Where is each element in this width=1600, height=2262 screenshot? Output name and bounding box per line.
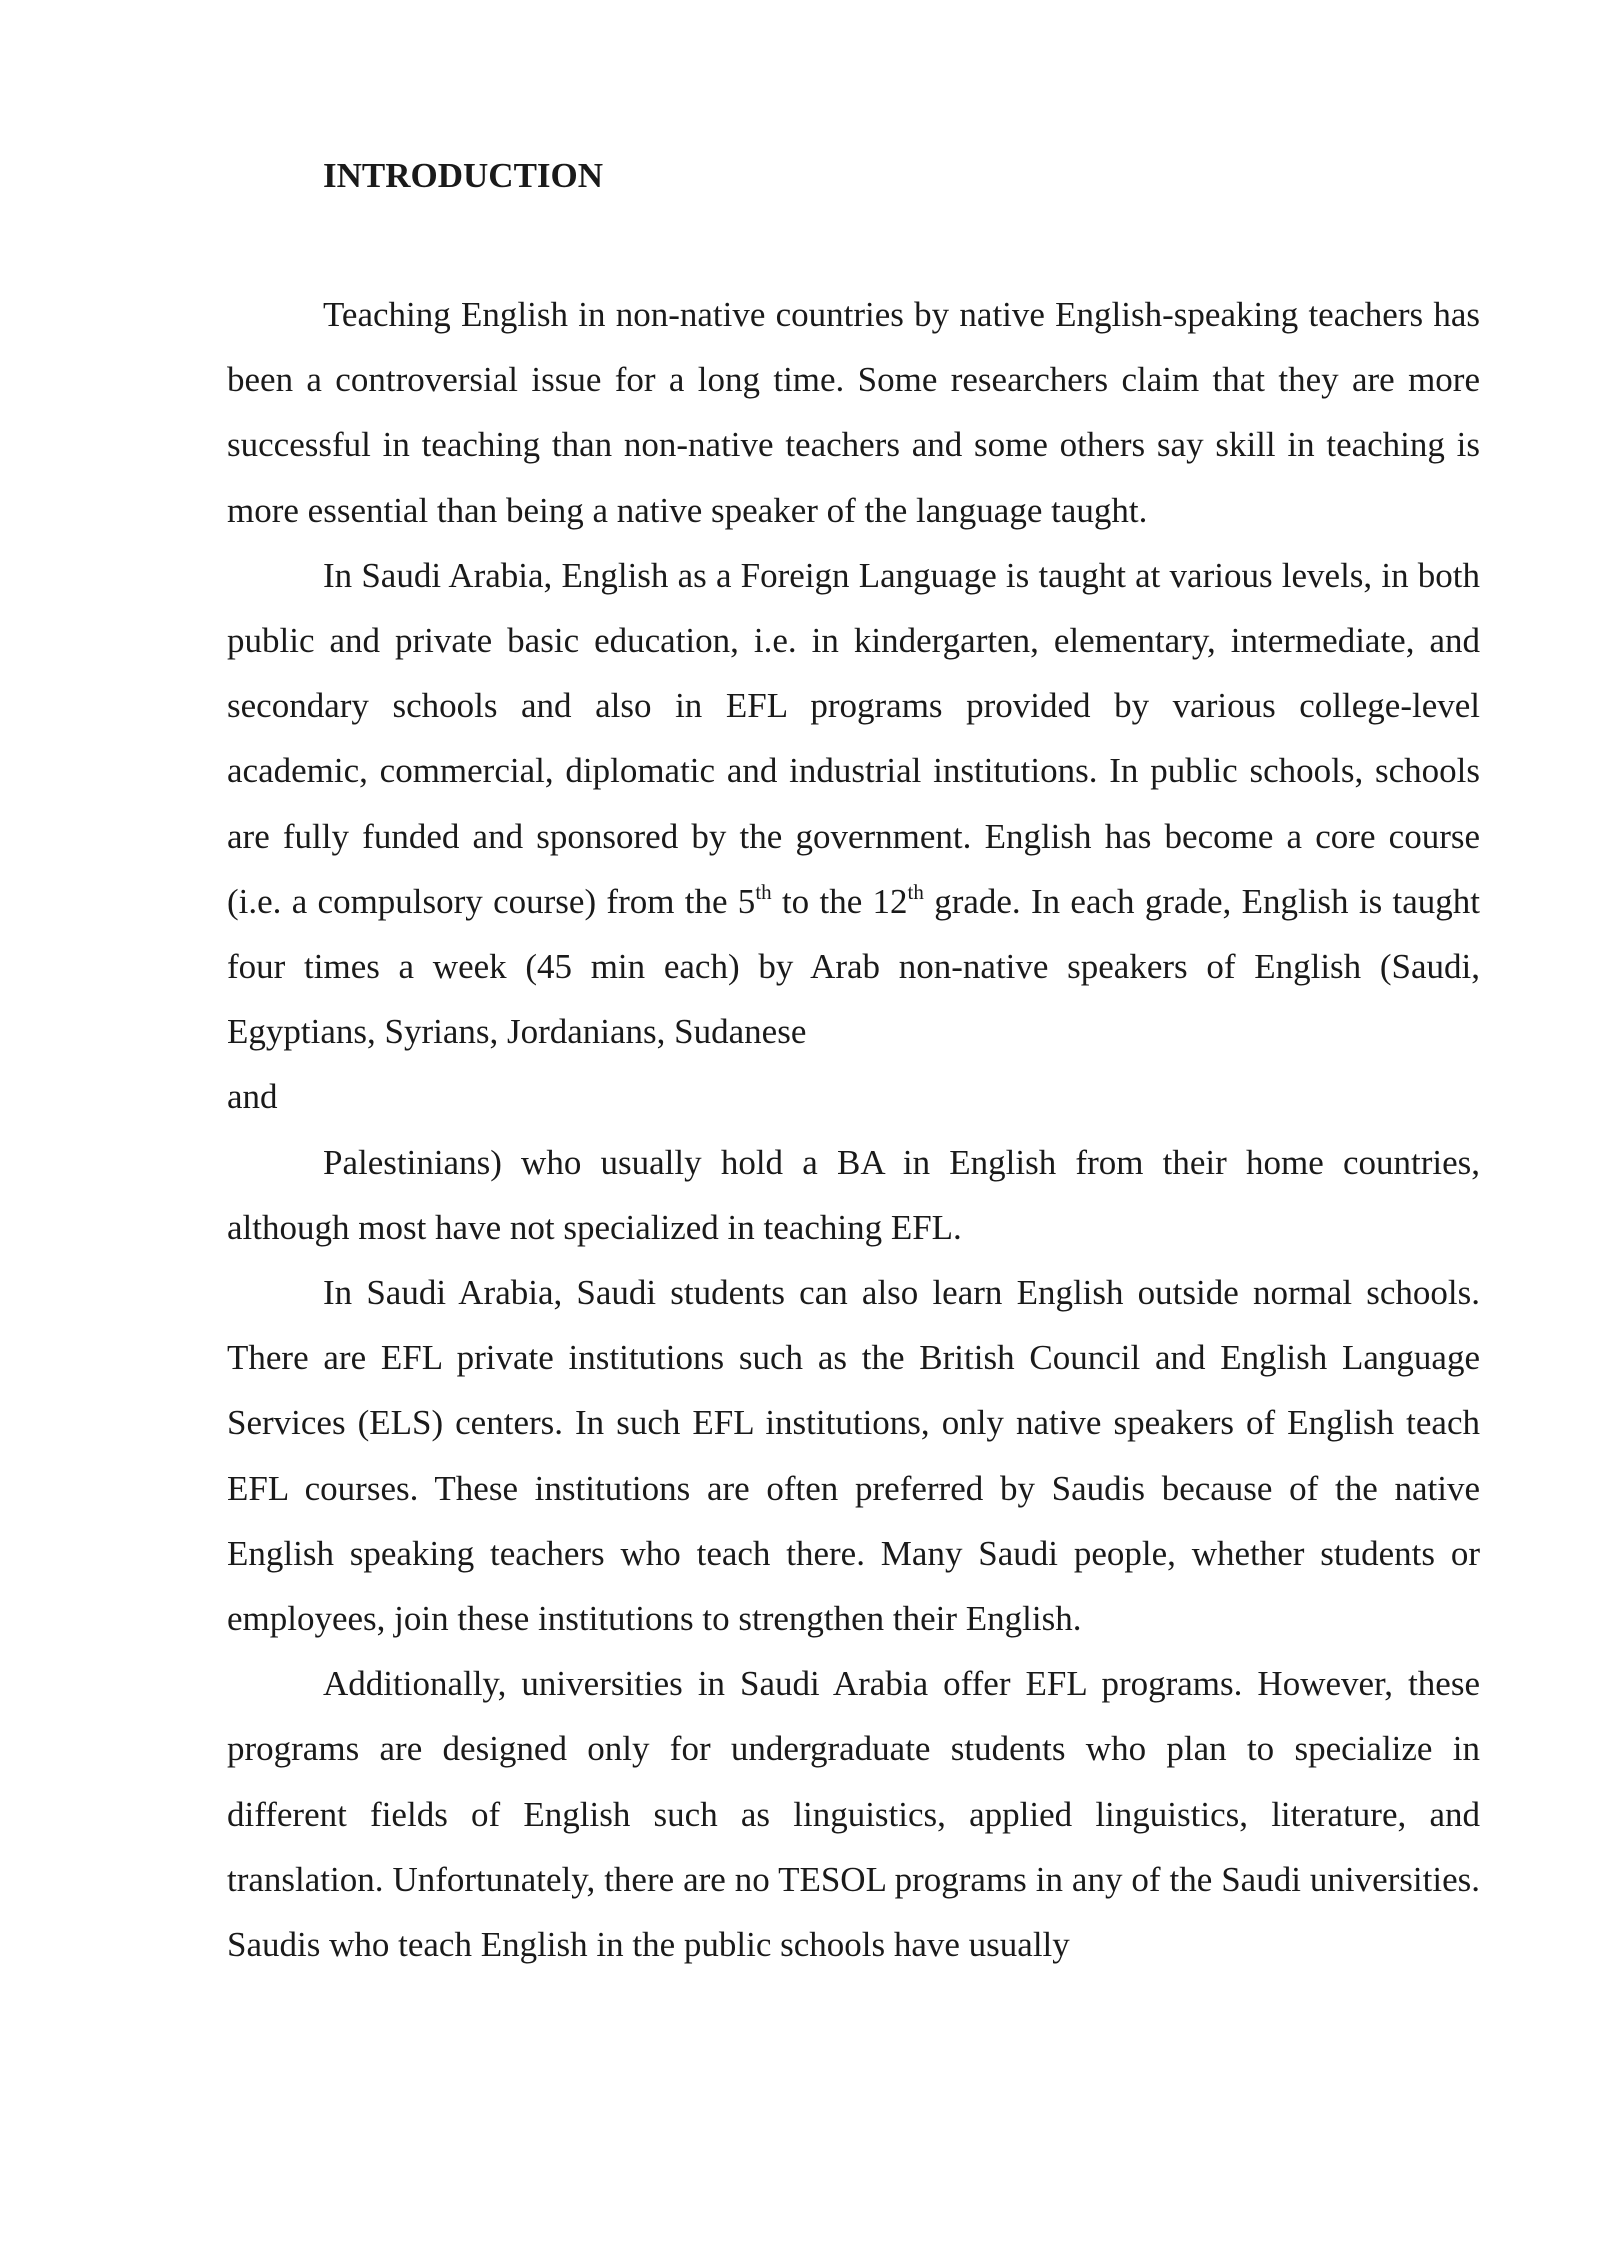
paragraph-efl-in-saudi-arabia	[227, 543, 1480, 1130]
paragraph-private-institutions: In Saudi Arabia, Saudi students can also learn English outside normal schools. There are EFL private institutions such as the British Council and English Language Services (ELS) centers. In such EFL institutions, only native speakers of English teach EFL courses. These institutions are often preferred by Saudis because of the native English speaking teachers who teach there. Many Saudi people, whether students or employees, join these institutions to strengthen their English.	[227, 1273, 1480, 1639]
section-heading: INTRODUCTION	[323, 156, 604, 195]
superscript: th	[755, 879, 772, 904]
body-text	[227, 282, 1480, 1977]
paragraph-native-teachers: Teaching English in non-native countries by native English-speaking teachers has been a controversial issue for a long time. Some researchers claim that they are more successful in teaching than non-native teachers and some others say skill in teaching is more essential than being a native speaker of the language taught.	[227, 295, 1480, 530]
paragraph-trailing-word: and	[227, 1077, 278, 1117]
paragraph-text: to the 12	[771, 881, 908, 921]
superscript: th	[907, 879, 924, 904]
paragraph-teacher-qualifications: Palestinians) who usually hold a BA in English from their home countries, although most have not specialized in teaching EFL.	[227, 1142, 1480, 1247]
paragraph-text: In Saudi Arabia, English as a Foreign Language is taught at various levels, in both public and private basic education, i.e. in kindergarten, elementary, intermediate, and secondary schools and also in EFL programs provided by various college-level academic, commercial, diplomatic and industrial institutions. In public schools, schools are fully funded and sponsored by the government. English has become a core course (i.e. a compulsory course) from the 5	[227, 555, 1480, 921]
paragraph-text: grade. In each grade, English is taught four times a week (45 min each) by Arab non-native speakers of English (Saudi, Egyptians, Syrians, Jordanians, Sudanese	[227, 881, 1480, 1052]
paragraph-university-programs: Additionally, universities in Saudi Arabia offer EFL programs. However, these programs are designed only for undergraduate students who plan to specialize in different fields of English such as linguistics, applied linguistics, literature, and translation. Unfortunately, there are no TESOL programs in any of the Saudi universities. Saudis who teach English in the public schools have usually	[227, 1664, 1480, 1965]
